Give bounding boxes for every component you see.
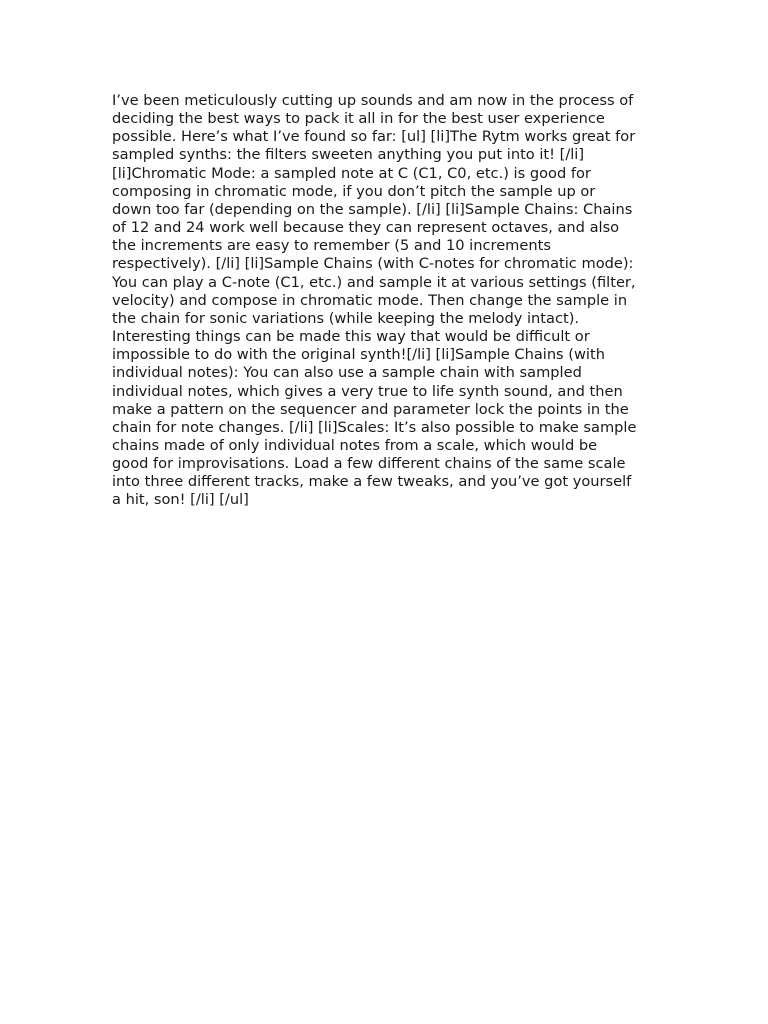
text-line: You can play a C-note (C1, etc.) and sample it at various settings (filter,	[112, 273, 636, 291]
text-line: down too far (depending on the sample). [/li] [li]Sample Chains: Chains	[112, 200, 633, 218]
text-line: possible. Here’s what I’ve found so far: [ul] [li]The Rytm works great for	[112, 128, 636, 146]
text-line: I’ve been meticulously cutting up sounds and am now in the process of	[112, 92, 634, 109]
text-line: velocity) and compose in chromatic mode. Then change the sample in	[112, 291, 628, 309]
text-line: the chain for sonic variations (while keeping the melody intact).	[112, 309, 580, 327]
text-line: impossible to do with the original synth![/li] [li]Sample Chains (with	[112, 346, 605, 364]
text-line: sampled synths: the filters sweeten anything you put into it! [/li]	[112, 146, 585, 164]
text-line: individual notes, which gives a very true to life synth sound, and then	[112, 382, 623, 400]
text-line: Interesting things can be made this way that would be difficult or	[112, 328, 590, 346]
body-paragraph	[112, 92, 660, 510]
text-line: composing in chromatic mode, if you don’t pitch the sample up or	[112, 182, 596, 200]
text-line: a hit, son! [/li] [/ul]	[112, 491, 249, 509]
text-line: good for improvisations. Load a few different chains of the same scale	[112, 455, 626, 473]
text-line: the increments are easy to remember (5 and 10 increments	[112, 237, 551, 255]
text-line: chains made of only individual notes from a scale, which would be	[112, 436, 598, 454]
text-line: respectively). [/li] [li]Sample Chains (with C-notes for chromatic mode):	[112, 255, 634, 273]
text-line: make a pattern on the sequencer and parameter lock the points in the	[112, 400, 629, 418]
text-line: individual notes): You can also use a sample chain with sampled	[112, 364, 582, 382]
text-line: [li]Chromatic Mode: a sampled note at C (C1, C0, etc.) is good for	[112, 164, 591, 182]
text-line: deciding the best ways to pack it all in for the best user experience	[112, 110, 605, 128]
text-line: of 12 and 24 work well because they can represent octaves, and also	[112, 219, 620, 237]
text-line: chain for note changes. [/li] [li]Scales: It’s also possible to make sample	[112, 418, 637, 436]
text-line: into three different tracks, make a few tweaks, and you’ve got yourself	[112, 473, 632, 491]
